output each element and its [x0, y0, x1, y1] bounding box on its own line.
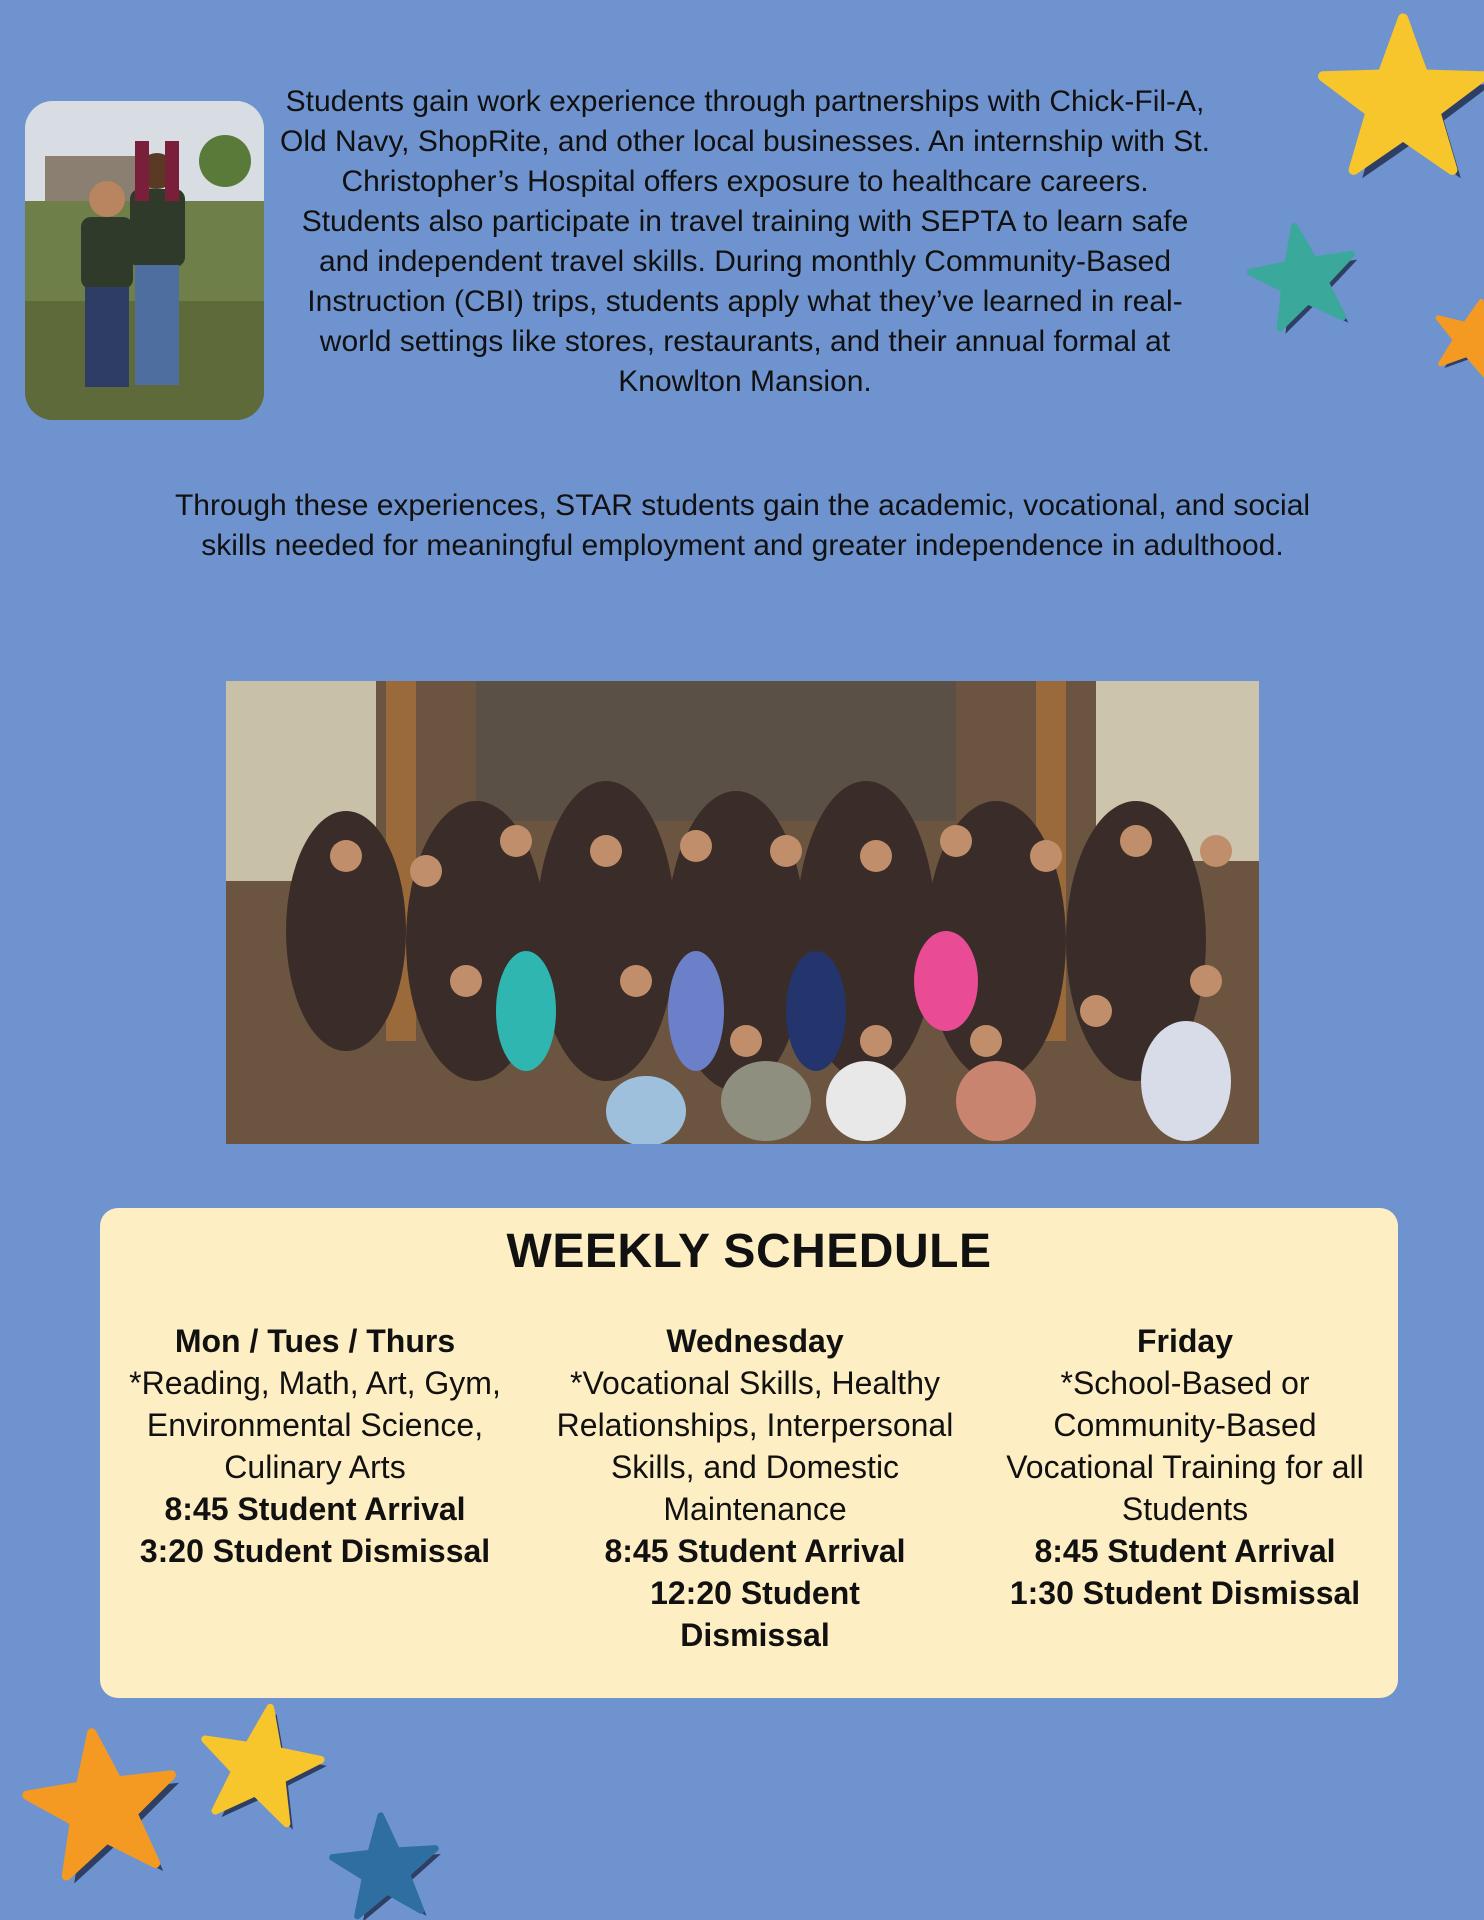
star-icon [1248, 220, 1358, 330]
schedule-title: WEEKLY SCHEDULE [506, 1225, 992, 1278]
schedule-column-wednesday [545, 1320, 965, 1656]
schedule-day: Friday [1136, 1323, 1234, 1359]
schedule-dismissal: 12:20 Student Dismissal [650, 1575, 860, 1653]
photo-group-formal [226, 681, 1259, 1144]
intro-text-2 [170, 486, 1315, 566]
schedule-day: Mon / Tues / Thurs [174, 1323, 456, 1359]
star-icon [1318, 0, 1484, 190]
schedule-subjects: *Reading, Math, Art, Gym, Environmental Science, Culinary Arts [129, 1365, 501, 1485]
intro-text [280, 82, 1210, 402]
star-icon [24, 1722, 179, 1882]
schedule-subjects: *Vocational Skills, Healthy Relationships, Interpersonal Skills, and Domestic Maintenance [556, 1365, 954, 1527]
star-icon [198, 1698, 323, 1828]
schedule-arrival: 8:45 Student Arrival [1034, 1533, 1336, 1569]
photo-two-people [25, 101, 264, 420]
schedule-dismissal: 1:30 Student Dismissal [1009, 1575, 1361, 1611]
schedule-arrival: 8:45 Student Arrival [164, 1491, 466, 1527]
intro-paragraph-1: Students gain work experience through partnerships with Chick-Fil-A, Old Navy, ShopRite, and other local businesses. An internship with St. Christopher’s Hospital offers exposure to healthcare careers. Students also participate in travel training with SEPTA to learn safe and independent travel skills. During monthly Community-Based Instruction (CBI) trips, students apply what they’ve learned in real-world settings like stores, restaurants, and their annual formal at Knowlton Mansion. [280, 85, 1210, 398]
schedule-column-friday [980, 1320, 1390, 1614]
schedule-column-mon-tues-thurs [110, 1320, 520, 1572]
schedule-dismissal: 3:20 Student Dismissal [139, 1533, 491, 1569]
schedule-arrival: 8:45 Student Arrival [604, 1533, 906, 1569]
schedule-day: Wednesday [666, 1323, 844, 1359]
star-icon [1432, 296, 1484, 376]
star-icon [330, 1810, 440, 1920]
intro-paragraph-2: Through these experiences, STAR students gain the academic, vocational, and social skills needed for meaningful employment and greater independence in adulthood. [174, 489, 1311, 562]
weekly-schedule [100, 1208, 1398, 1698]
schedule-subjects: *School-Based or Community-Based Vocational Training for all Students [1006, 1365, 1364, 1527]
